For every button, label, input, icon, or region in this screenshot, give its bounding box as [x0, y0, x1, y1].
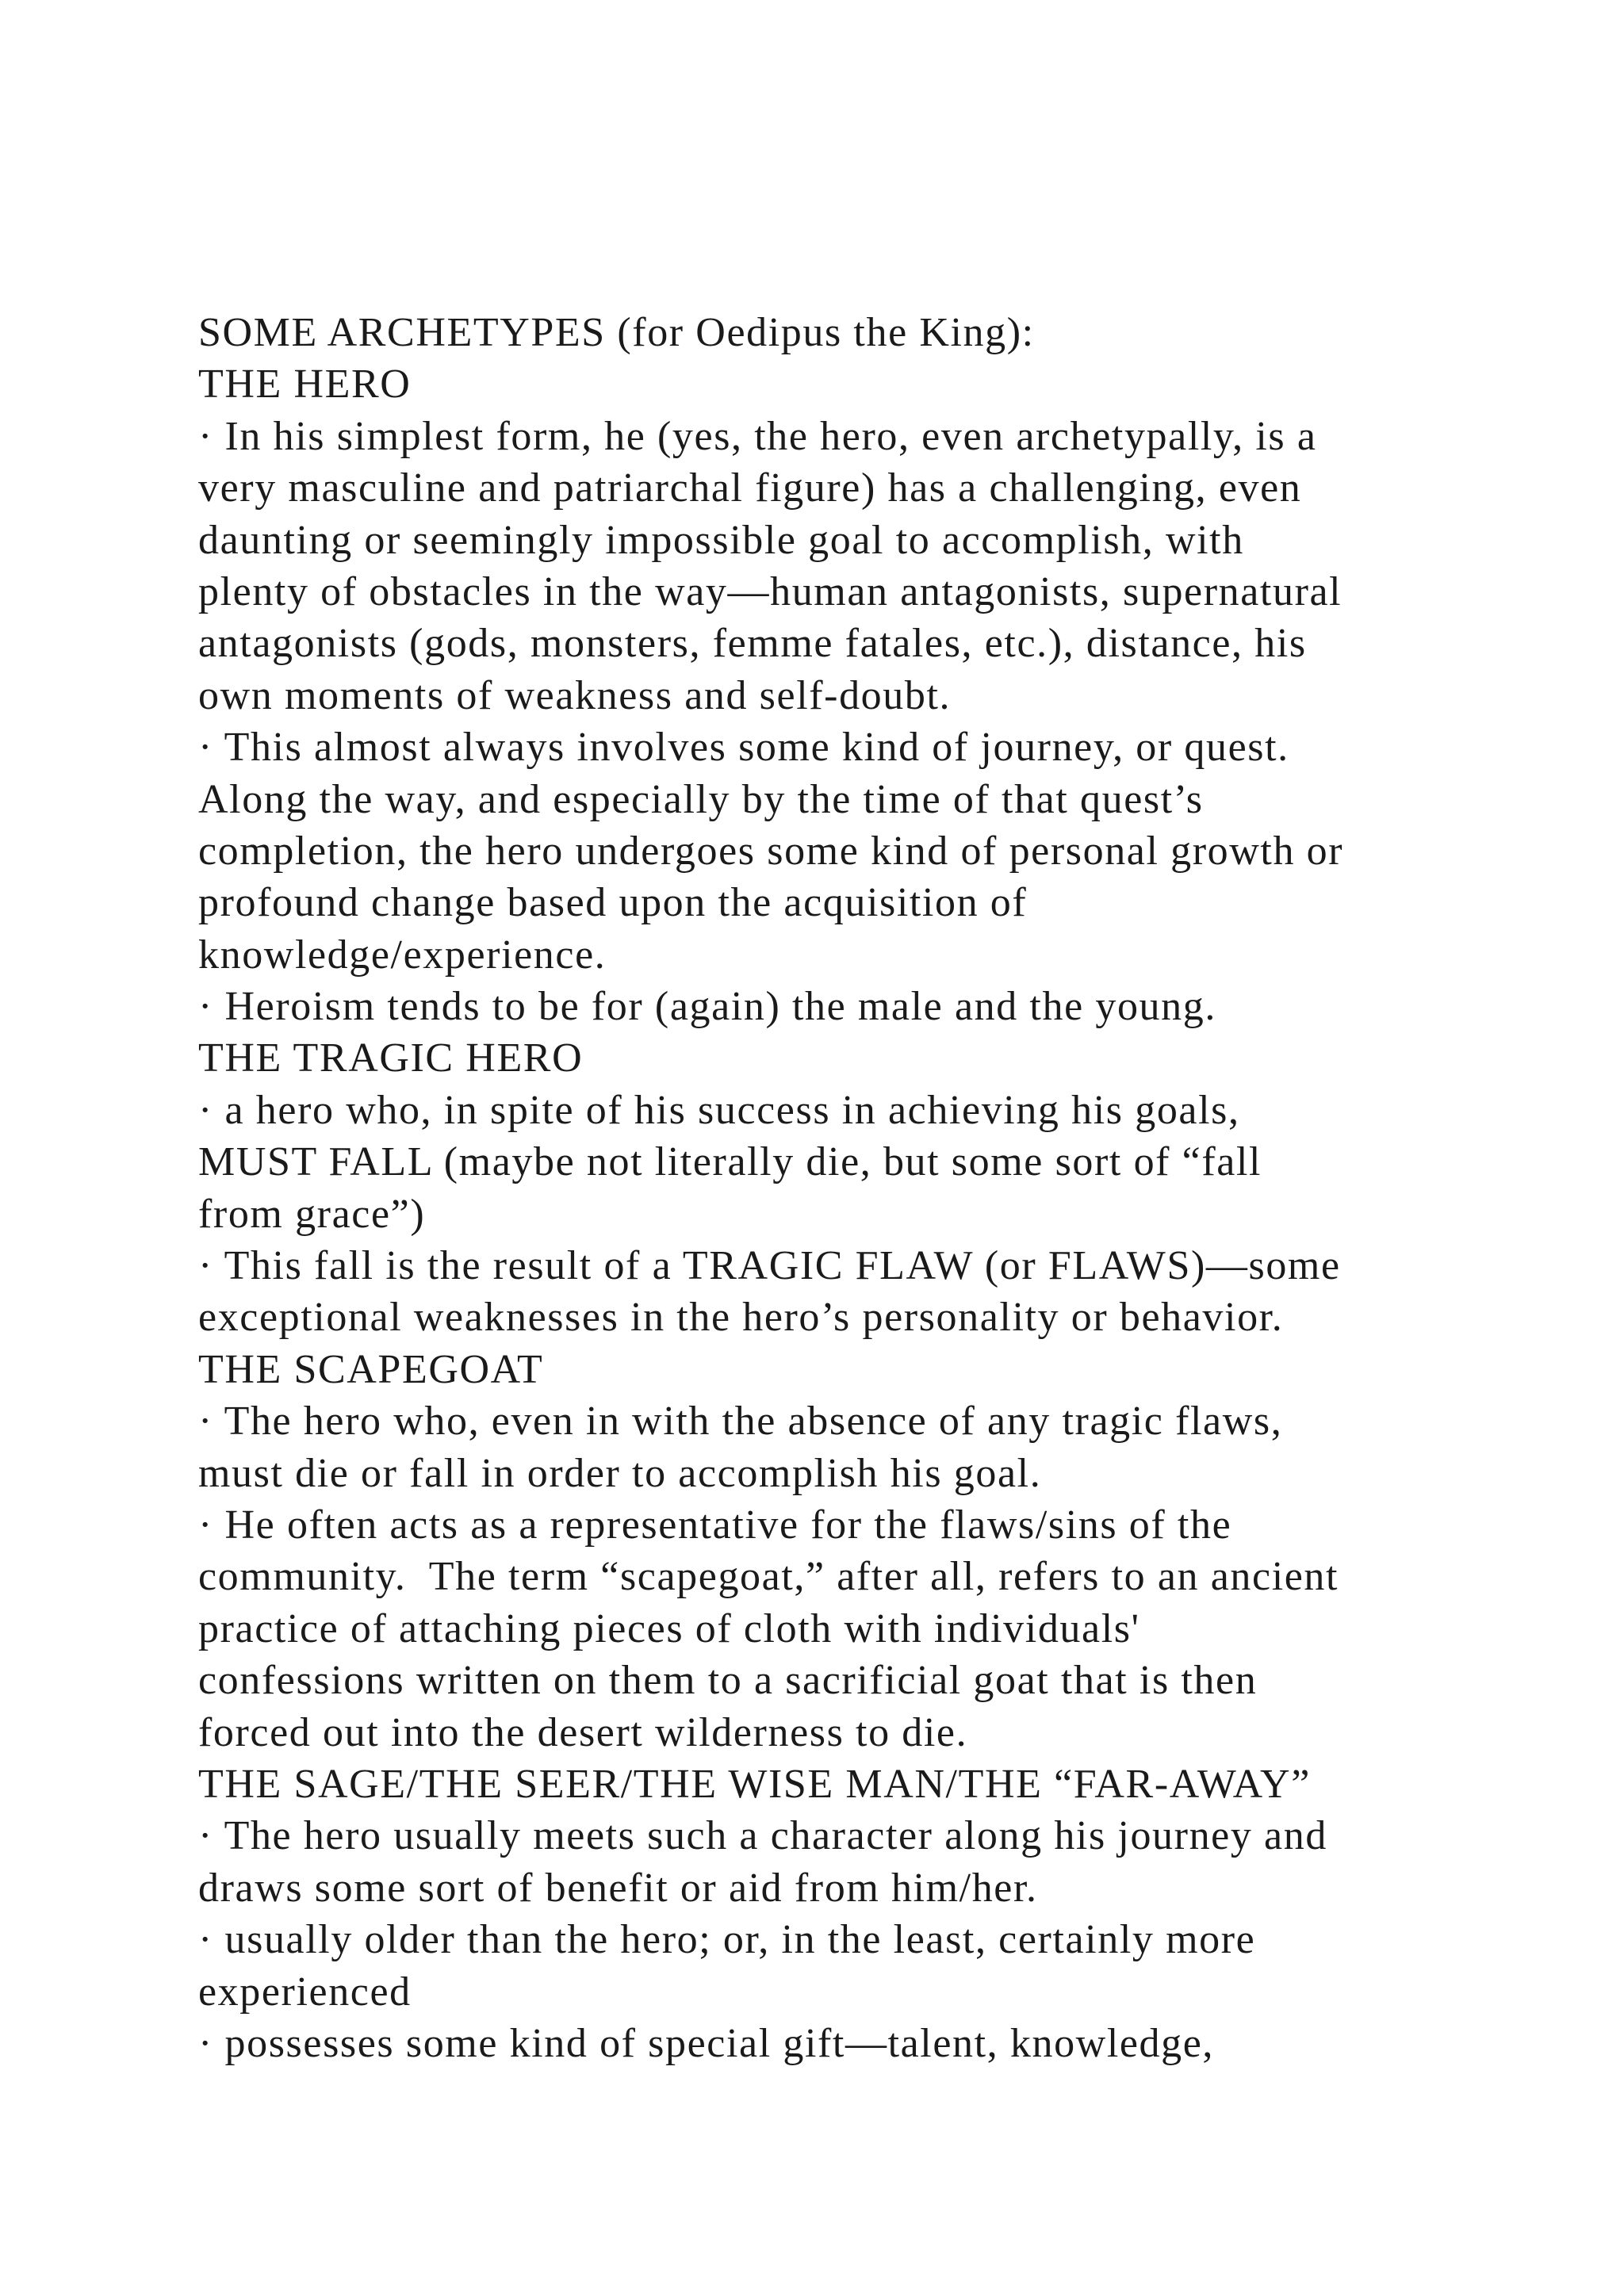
text-line: plenty of obstacles in the way—human antagonists, supernatural	[198, 568, 1342, 614]
text-line: daunting or seemingly impossible goal to accomplish, with	[198, 517, 1244, 563]
text-line: must die or fall in order to accomplish his goal.	[198, 1450, 1042, 1496]
text-line: exceptional weaknesses in the hero’s personality or behavior.	[198, 1295, 1284, 1341]
text-line: practice of attaching pieces of cloth with individuals'	[198, 1605, 1140, 1651]
text-line: MUST FALL (maybe not literally die, but some sort of “fall	[198, 1139, 1262, 1185]
text-line: confessions written on them to a sacrificial goat that is then	[198, 1658, 1258, 1704]
text-line: · Heroism tends to be for (again) the male and the young.	[198, 984, 1216, 1030]
text-line: very masculine and patriarchal figure) has a challenging, even	[198, 465, 1302, 511]
text-line: antagonists (gods, monsters, femme fatales, etc.), distance, his	[198, 621, 1307, 667]
section-heading-hero: THE HERO	[198, 362, 412, 408]
text-line: · This almost always involves some kind of journey, or quest.	[198, 725, 1289, 771]
text-line: · He often acts as a representative for the flaws/sins of the	[198, 1502, 1232, 1548]
text-line: from grace”)	[198, 1191, 426, 1237]
section-heading-scapegoat: THE SCAPEGOAT	[198, 1346, 544, 1392]
text-line: experienced	[198, 1969, 412, 2015]
document-title: SOME ARCHETYPES (for Oedipus the King):	[198, 310, 1035, 355]
section-heading-tragic-hero: THE TRAGIC HERO	[198, 1035, 584, 1081]
text-line: community. The term “scapegoat,” after all, refers to an ancient	[198, 1554, 1339, 1600]
text-line: draws some sort of benefit or aid from him/her.	[198, 1865, 1038, 1911]
text-line: completion, the hero undergoes some kind of personal growth or	[198, 828, 1344, 874]
text-line: · In his simplest form, he (yes, the hero, even archetypally, is a	[198, 413, 1317, 459]
text-line: · a hero who, in spite of his success in achieving his goals,	[198, 1087, 1240, 1133]
text-line: · The hero usually meets such a character along his journey and	[198, 1813, 1327, 1859]
text-line: profound change based upon the acquisition of	[198, 880, 1028, 926]
text-line: knowledge/experience.	[198, 932, 607, 978]
text-line: forced out into the desert wilderness to die.	[198, 1709, 968, 1755]
text-line: · The hero who, even in with the absence of any tragic flaws,	[198, 1399, 1283, 1445]
text-line: own moments of weakness and self-doubt.	[198, 672, 952, 718]
section-heading-sage: THE SAGE/THE SEER/THE WISE MAN/THE “FAR-AWAY”	[198, 1761, 1311, 1807]
document-body	[198, 307, 1435, 2069]
text-line: · possesses some kind of special gift—talent, knowledge,	[198, 2020, 1215, 2066]
text-line: · usually older than the hero; or, in the least, certainly more	[198, 1917, 1256, 1963]
text-line: Along the way, and especially by the time of that quest’s	[198, 776, 1204, 822]
text-line: · This fall is the result of a TRAGIC FLAW (or FLAWS)—some	[198, 1243, 1341, 1289]
